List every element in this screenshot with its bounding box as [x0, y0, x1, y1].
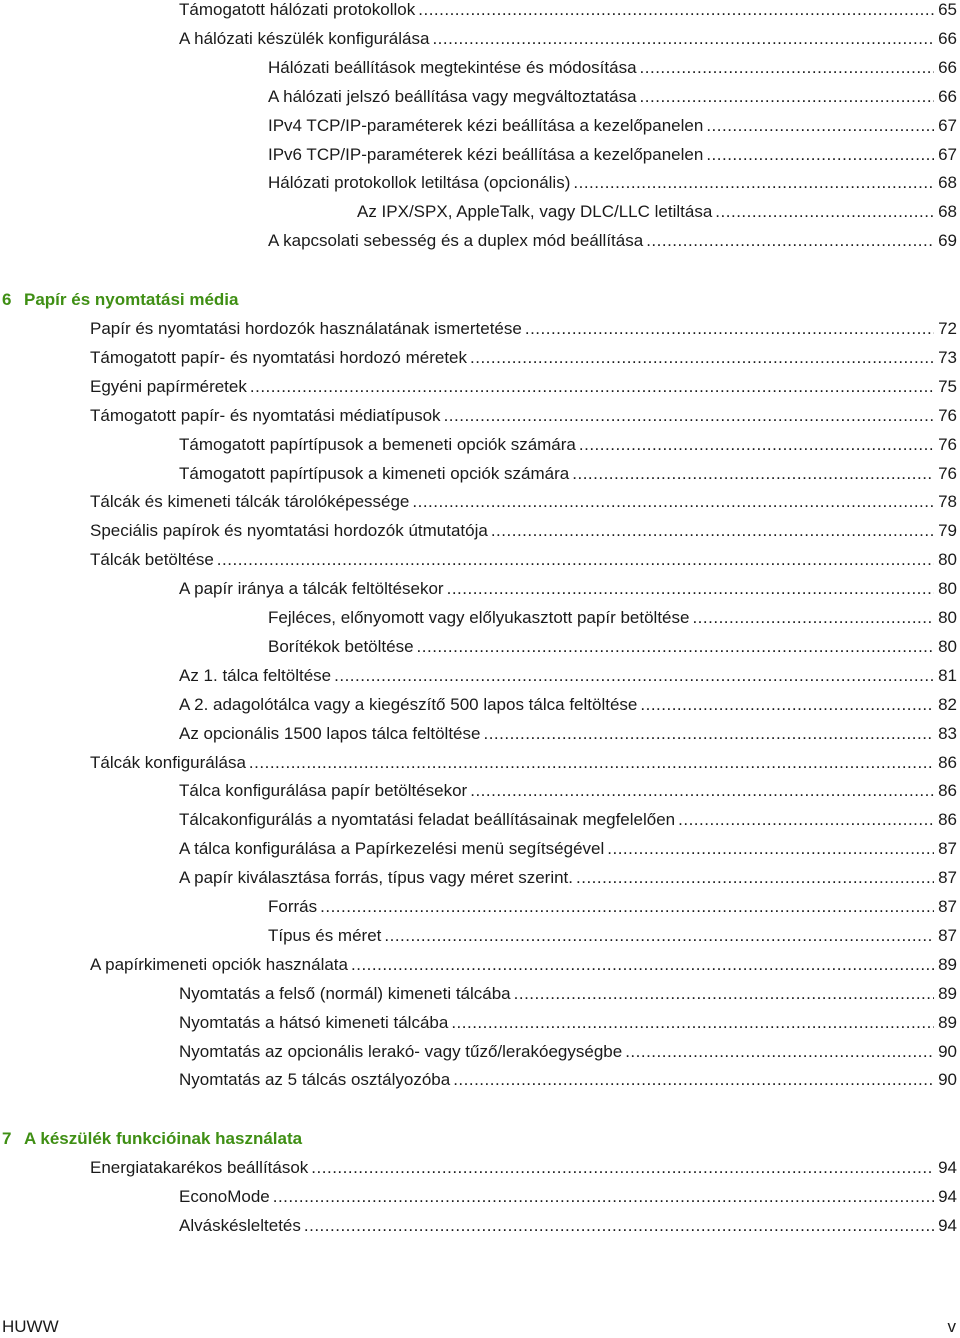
- toc-entry[interactable]: [0, 462, 960, 486]
- footer-page-number: v: [948, 1317, 960, 1337]
- toc-entry-title: Papír és nyomtatási hordozók használatának ismertetése: [90, 319, 522, 339]
- dot-leader: [579, 435, 934, 455]
- toc-entry-title: Tálcakonfigurálás a nyomtatási feladat beállításainak megfelelően: [179, 810, 675, 830]
- dot-leader: [573, 173, 934, 193]
- toc-entry-page: 76: [937, 435, 960, 455]
- toc-entry-page: 68: [937, 202, 960, 222]
- dot-leader: [576, 868, 934, 888]
- toc-entry-title: Borítékok betöltése: [268, 637, 414, 657]
- toc-entry-title: A papír iránya a tálcák feltöltésekor: [179, 579, 444, 599]
- dot-leader: [706, 145, 934, 165]
- toc-entry-page: 80: [937, 637, 960, 657]
- dot-leader: [514, 984, 934, 1004]
- toc-entry-page: 78: [937, 492, 960, 512]
- toc-entry-page: 66: [937, 58, 960, 78]
- toc-entry-title: A kapcsolati sebesség és a duplex mód beállítása: [268, 231, 643, 251]
- toc-entry-title: Tálcák konfigurálása: [90, 753, 246, 773]
- toc-entry[interactable]: [0, 982, 960, 1006]
- toc-entry-title: Nyomtatás az 5 tálcás osztályozóba: [179, 1070, 450, 1090]
- toc-entry-title: IPv4 TCP/IP-paraméterek kézi beállítása a kezelőpanelen: [268, 116, 703, 136]
- toc-entry-page: 87: [937, 926, 960, 946]
- toc-entry[interactable]: [0, 1185, 960, 1209]
- chapter-heading-6[interactable]: [0, 288, 238, 312]
- toc-entry-page: 94: [937, 1158, 960, 1178]
- toc-entry-title: Az opcionális 1500 lapos tálca feltöltése: [179, 724, 480, 744]
- dot-leader: [692, 608, 934, 628]
- toc-entry-title: Támogatott papír- és nyomtatási hordozó méretek: [90, 348, 467, 368]
- dot-leader: [525, 319, 934, 339]
- toc-entry-page: 90: [937, 1042, 960, 1062]
- dot-leader: [491, 521, 934, 541]
- toc-entry[interactable]: [0, 346, 960, 370]
- chapter-heading-7[interactable]: [0, 1127, 302, 1151]
- dot-leader: [640, 695, 934, 715]
- dot-leader: [470, 348, 934, 368]
- dot-leader: [706, 116, 934, 136]
- toc-entry-page: 83: [937, 724, 960, 744]
- dot-leader: [470, 781, 934, 801]
- toc-entry[interactable]: [0, 1156, 960, 1180]
- dot-leader: [351, 955, 934, 975]
- toc-entry[interactable]: [0, 375, 960, 399]
- toc-entry-title: A hálózati készülék konfigurálása: [179, 29, 429, 49]
- toc-entry[interactable]: [0, 171, 960, 195]
- toc-entry[interactable]: [0, 404, 960, 428]
- page-footer: [0, 1316, 960, 1338]
- toc-entry-page: 67: [937, 116, 960, 136]
- toc-entry-page: 82: [937, 695, 960, 715]
- toc-entry[interactable]: [0, 490, 960, 514]
- toc-entry-page: 94: [937, 1187, 960, 1207]
- toc-entry[interactable]: [0, 56, 960, 80]
- toc-entry-page: 67: [937, 145, 960, 165]
- toc-entry-title: Egyéni papírméretek: [90, 377, 247, 397]
- toc-entry[interactable]: [0, 85, 960, 109]
- toc-entry[interactable]: [0, 866, 960, 890]
- toc-entry-page: 65: [937, 0, 960, 20]
- chapter-title: Papír és nyomtatási média: [24, 290, 238, 310]
- toc-entry-page: 76: [937, 464, 960, 484]
- toc-entry-title: Energiatakarékos beállítások: [90, 1158, 308, 1178]
- dot-leader: [334, 666, 934, 686]
- toc-entry-page: 90: [937, 1070, 960, 1090]
- toc-entry[interactable]: [0, 895, 960, 919]
- toc-entry[interactable]: [0, 0, 960, 22]
- toc-entry[interactable]: [0, 606, 960, 630]
- dot-leader: [320, 897, 934, 917]
- toc-entry[interactable]: [0, 317, 960, 341]
- footer-doc-code: HUWW: [0, 1317, 59, 1337]
- toc-entry-title: Típus és méret: [268, 926, 381, 946]
- dot-leader: [646, 231, 934, 251]
- toc-entry-page: 87: [937, 868, 960, 888]
- toc-entry-title: A tálca konfigurálása a Papírkezelési menü segítségével: [179, 839, 604, 859]
- toc-entry[interactable]: [0, 837, 960, 861]
- chapter-number: 7: [0, 1129, 24, 1149]
- toc-entry-title: Az IPX/SPX, AppleTalk, vagy DLC/LLC letiltása: [357, 202, 712, 222]
- dot-leader: [217, 550, 934, 570]
- toc-entry-page: 87: [937, 897, 960, 917]
- toc-entry[interactable]: [0, 143, 960, 167]
- toc-entry-page: 69: [937, 231, 960, 251]
- dot-leader: [384, 926, 934, 946]
- toc-entry-page: 80: [937, 579, 960, 599]
- dot-leader: [451, 1013, 934, 1033]
- dot-leader: [453, 1070, 934, 1090]
- toc-entry[interactable]: [0, 953, 960, 977]
- toc-entry-page: 68: [937, 173, 960, 193]
- dot-leader: [572, 464, 934, 484]
- toc-entry[interactable]: [0, 200, 960, 224]
- toc-entry[interactable]: [0, 722, 960, 746]
- toc-entry-title: Hálózati protokollok letiltása (opcionális): [268, 173, 570, 193]
- toc-entry-title: A papírkimeneti opciók használata: [90, 955, 348, 975]
- chapter-title: A készülék funkcióinak használata: [24, 1129, 302, 1149]
- toc-entry[interactable]: [0, 808, 960, 832]
- dot-leader: [432, 29, 934, 49]
- dot-leader: [412, 492, 934, 512]
- toc-entry-title: A hálózati jelszó beállítása vagy megváltoztatása: [268, 87, 637, 107]
- toc-entry[interactable]: [0, 114, 960, 138]
- toc-entry[interactable]: [0, 577, 960, 601]
- toc-entry-page: 86: [937, 810, 960, 830]
- toc-entry-title: Tálcák betöltése: [90, 550, 214, 570]
- toc-entry-page: 72: [937, 319, 960, 339]
- toc-entry-title: Speciális papírok és nyomtatási hordozók útmutatója: [90, 521, 488, 541]
- dot-leader: [418, 0, 934, 20]
- toc-entry-title: A 2. adagolótálca vagy a kiegészítő 500 lapos tálca feltöltése: [179, 695, 637, 715]
- toc-entry[interactable]: [0, 229, 960, 253]
- toc-entry[interactable]: [0, 924, 960, 948]
- toc-entry-page: 80: [937, 608, 960, 628]
- toc-entry-page: 66: [937, 87, 960, 107]
- dot-leader: [444, 406, 934, 426]
- toc-entry[interactable]: [0, 548, 960, 572]
- toc-entry-page: 94: [937, 1216, 960, 1236]
- toc-entry-page: 86: [937, 781, 960, 801]
- toc-entry-title: Hálózati beállítások megtekintése és módosítása: [268, 58, 637, 78]
- toc-entry-page: 79: [937, 521, 960, 541]
- toc-entry-title: Fejléces, előnyomott vagy előlyukasztott papír betöltése: [268, 608, 689, 628]
- toc-entry-title: Tálcák és kimeneti tálcák tárolóképessége: [90, 492, 409, 512]
- toc-entry-title: IPv6 TCP/IP-paraméterek kézi beállítása a kezelőpanelen: [268, 145, 703, 165]
- dot-leader: [250, 377, 934, 397]
- toc-entry-page: 66: [937, 29, 960, 49]
- toc-entry-page: 89: [937, 955, 960, 975]
- dot-leader: [304, 1216, 934, 1236]
- dot-leader: [447, 579, 934, 599]
- toc-entry-page: 80: [937, 550, 960, 570]
- dot-leader: [311, 1158, 934, 1178]
- toc-entry-title: Támogatott papír- és nyomtatási médiatípusok: [90, 406, 441, 426]
- toc-entry[interactable]: [0, 1068, 960, 1092]
- dot-leader: [249, 753, 934, 773]
- toc-entry[interactable]: [0, 664, 960, 688]
- dot-leader: [625, 1042, 934, 1062]
- toc-entry-title: Nyomtatás a felső (normál) kimeneti tálcába: [179, 984, 511, 1004]
- toc-entry-title: Az 1. tálca feltöltése: [179, 666, 331, 686]
- dot-leader: [640, 87, 934, 107]
- toc-entry-title: Nyomtatás az opcionális lerakó- vagy tűző/lerakóegységbe: [179, 1042, 622, 1062]
- toc-entry[interactable]: [0, 751, 960, 775]
- toc-entry-title: Támogatott papírtípusok a kimeneti opciók számára: [179, 464, 569, 484]
- dot-leader: [715, 202, 934, 222]
- toc-entry[interactable]: [0, 693, 960, 717]
- dot-leader: [417, 637, 934, 657]
- toc-entry-page: 73: [937, 348, 960, 368]
- dot-leader: [483, 724, 934, 744]
- toc-entry-title: Támogatott papírtípusok a bemeneti opciók számára: [179, 435, 576, 455]
- toc-entry[interactable]: [0, 519, 960, 543]
- toc-entry-title: Forrás: [268, 897, 317, 917]
- dot-leader: [607, 839, 934, 859]
- toc-entry[interactable]: [0, 1011, 960, 1035]
- toc-entry-title: EconoMode: [179, 1187, 270, 1207]
- toc-entry-page: 76: [937, 406, 960, 426]
- toc-entry[interactable]: [0, 1040, 960, 1064]
- toc-entry-page: 87: [937, 839, 960, 859]
- toc-entry-title: Támogatott hálózati protokollok: [179, 0, 415, 20]
- dot-leader: [640, 58, 934, 78]
- toc-entry-page: 81: [937, 666, 960, 686]
- dot-leader: [273, 1187, 934, 1207]
- toc-entry-page: 89: [937, 984, 960, 1004]
- toc-entry-page: 75: [937, 377, 960, 397]
- toc-entry-title: Tálca konfigurálása papír betöltésekor: [179, 781, 467, 801]
- toc-entry[interactable]: [0, 635, 960, 659]
- chapter-number: 6: [0, 290, 24, 310]
- toc-entry-title: Alváskésleltetés: [179, 1216, 301, 1236]
- toc-entry-page: 89: [937, 1013, 960, 1033]
- toc-entry[interactable]: [0, 1214, 960, 1238]
- dot-leader: [678, 810, 934, 830]
- toc-entry[interactable]: [0, 779, 960, 803]
- toc-entry-title: A papír kiválasztása forrás, típus vagy méret szerint.: [179, 868, 573, 888]
- toc-entry[interactable]: [0, 433, 960, 457]
- toc-entry-title: Nyomtatás a hátsó kimeneti tálcába: [179, 1013, 448, 1033]
- toc-entry[interactable]: [0, 27, 960, 51]
- toc-entry-page: 86: [937, 753, 960, 773]
